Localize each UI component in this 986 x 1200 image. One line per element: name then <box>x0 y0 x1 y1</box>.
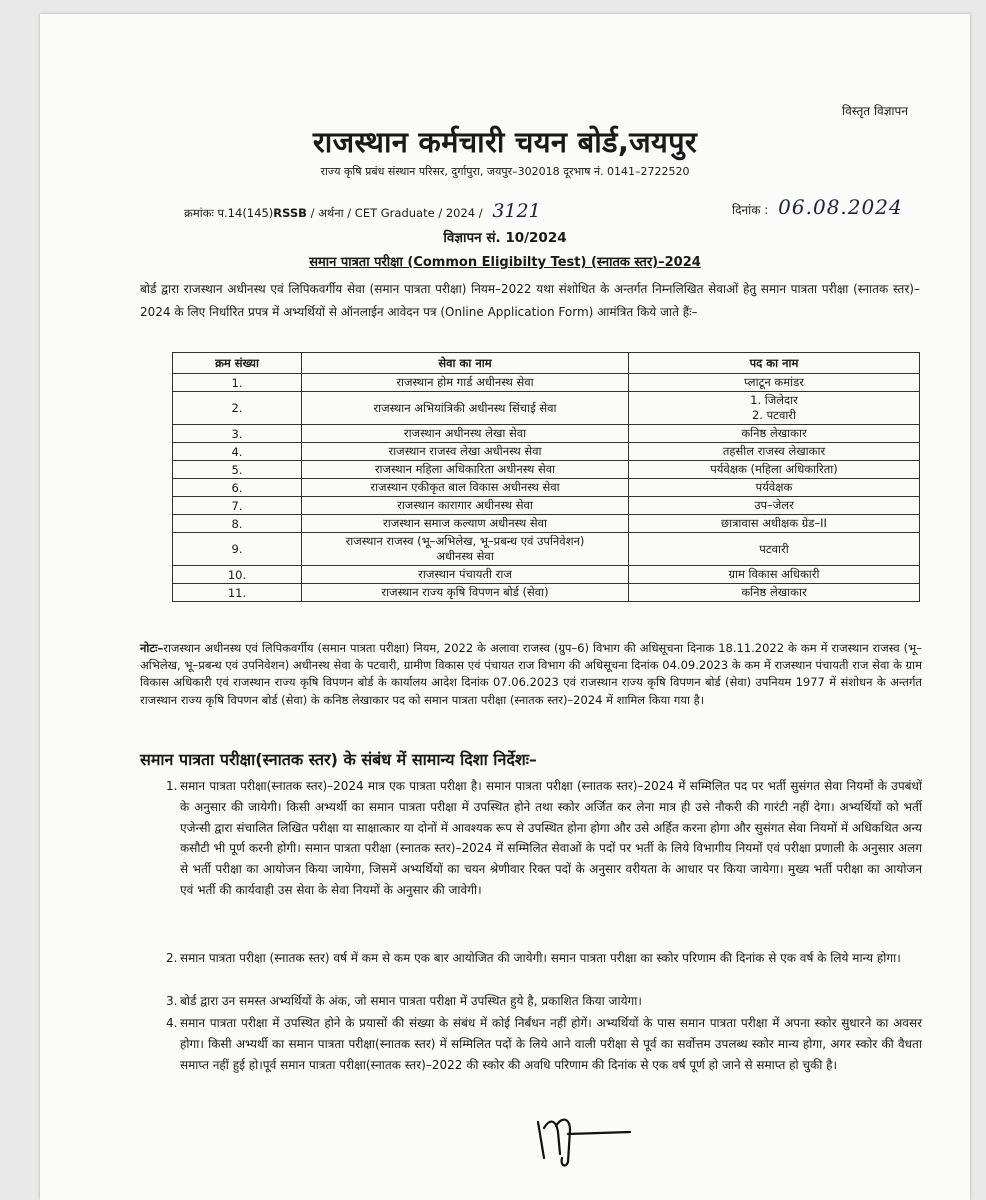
guideline-number: 1. <box>166 779 178 793</box>
cell-service: राजस्थान समाज कल्याण अधीनस्थ सेवा <box>302 515 629 533</box>
cell-post: तहसील राजस्व लेखाकार <box>629 443 920 461</box>
reference-number <box>184 200 541 222</box>
cell-post: पर्यवेक्षक (महिला अधिकारिता) <box>629 461 920 479</box>
cell-service: राजस्थान अधीनस्थ लेखा सेवा <box>302 425 629 443</box>
cell-post: छात्रावास अधीक्षक ग्रेड–II <box>629 515 920 533</box>
cell-post: प्लाटून कमांडर <box>629 374 920 392</box>
header-serial: क्रम संख्या <box>173 353 302 374</box>
cell-service: राजस्थान अभियांत्रिकी अधीनस्थ सिंचाई सेवा <box>302 392 629 425</box>
table-row <box>173 515 920 533</box>
post-line: 2. पटवारी <box>751 408 796 422</box>
cell-serial: 8. <box>173 515 302 533</box>
note-text: राजस्थान अधीनस्थ एवं लिपिकवर्गीय (समान पात्रता परीक्षा) नियम, 2022 के अलावा राजस्व (ग्रुप–6) विभाग की अधिसूचना दिनाक 18.11.2022 के कम में राजस्थान राजस्व (भू–अभिलेख, भू–प्रबन्ध एवं उपनिवेशन) अधीनस्थ सेवा के पटवारी, ग्रामीण विकास एवं पंचायत राज विभाग की अधिसूचना दिनांक 04.09.2023 के कम में राजस्थान पंचायती राज सेवा के ग्राम विकास अधिकारी एवं राजस्थान राज्य कृषि विपणन बोर्ड के कार्यालय आदेश दिनांक 07.06.2023 एवं राजस्थान राज्य कृषि विपणन बोर्ड (सेवा) उपनियम 1977 में संशोधन के अन्तर्गत राजस्थान राज्य कृषि विपणन बोर्ड (सेवा) के कनिष्ठ लेखाकार पद को समान पात्रता परीक्षा (स्नातक स्तर)–2024 में शामिल किया गया है। <box>140 641 922 707</box>
date-handwritten: 06.08.2024 <box>778 195 903 219</box>
cell-service: राजस्थान होम गार्ड अधीनस्थ सेवा <box>302 374 629 392</box>
note-label: नोटः– <box>140 641 164 655</box>
cell-service: राजस्थान राज्य कृषि विपणन बोर्ड (सेवा) <box>302 584 629 602</box>
table-header-row <box>173 353 920 374</box>
cell-serial: 6. <box>173 479 302 497</box>
cell-service: राजस्थान राजस्व लेखा अधीनस्थ सेवा <box>302 443 629 461</box>
cell-serial: 9. <box>173 533 302 566</box>
advertisement-number: विज्ञापन सं. 10/2024 <box>443 230 567 246</box>
cell-service <box>302 533 629 566</box>
signature-image <box>530 1110 640 1170</box>
guideline-item <box>166 776 922 901</box>
date-label: दिनांक : <box>732 203 769 217</box>
cell-post: ग्राम विकास अधिकारी <box>629 566 920 584</box>
reference-label: क्रमांकः <box>184 206 214 220</box>
advertisement-tag: विस्तृत विज्ञापन <box>842 104 908 118</box>
reference-handwritten: 3121 <box>492 200 541 222</box>
cell-post: पटवारी <box>629 533 920 566</box>
table-row <box>173 533 920 566</box>
reference-bold: RSSB <box>273 206 307 220</box>
document-date <box>732 195 903 219</box>
guideline-text: समान पात्रता परीक्षा में उपस्थित होने के प्रयासों की संख्या के संबंध में कोई निर्बंधन नहीं होगें। अभ्यर्थियों के पास समान पात्रता परीक्षा में अपना स्कोर सुधारने का अवसर होगा। किसी अभ्यर्थी का समान पात्रता परीक्षा(स्नातक स्तर) में सम्मिलित पदों के लिये आने वाली परीक्षा से पूर्व का सर्वोत्तम उपलब्ध स्कोर मान्य होगा, अगर स्कोर की वैधता समाप्त नहीं हुई हो।पूर्व समान पात्रता परीक्षा(स्नातक स्तर)–2022 की स्कोर की अवधि परिणाम की दिनांक से एक वर्ष पूर्ण हो जाने से समाप्त हो चुकी है। <box>180 1016 922 1072</box>
cell-serial: 11. <box>173 584 302 602</box>
table-row <box>173 374 920 392</box>
cell-serial: 1. <box>173 374 302 392</box>
table-row <box>173 479 920 497</box>
note-paragraph <box>140 640 922 709</box>
intro-paragraph: बोर्ड द्वारा राजस्थान अधीनस्थ एवं लिपिकवर्गीय सेवा (समान पात्रता परीक्षा) नियम–2022 यथा संशोधित के अन्तर्गत निम्नलिखित सेवाओं हेतु समान पात्रता परीक्षा (स्नातक स्तर)–2024 के लिए निर्धारित प्रपत्र में अभ्यर्थियों से ऑनलाईन आवेदन पत्र (Online Application Form) आमंत्रित किये जाते हैंः– <box>140 282 920 319</box>
table-row <box>173 443 920 461</box>
guideline-text: समान पात्रता परीक्षा(स्नातक स्तर)–2024 मात्र एक पात्रता परीक्षा है। समान पात्रता परीक्षा (स्नातक स्तर)–2024 में सम्मिलित पद पर भर्ती सुसंगत सेवा नियमों के उपबंधों के अनुसार की जायेगी। किसी अभ्यर्थी का समान पात्रता परीक्षा में उपस्थित होने तथा स्कोर अर्जित कर लेना मात्र ही उसे नौकरी की गारंटी नहीं देगा। अभ्यर्थियों को भर्ती एजेन्सी द्वारा संचालित लिखित परीक्षा या साक्षात्कार या दोनों में आवश्यक रूप से उपस्थित होना होगा और उसे अर्हित करना होगा और सुसंगत सेवा नियमों में अधिकथित अन्य कसौटी भी पूर्ण करनी होगी। समान पात्रता परीक्षा (स्नातक स्तर)–2024 में सम्मिलित सेवाओं के पदों पर भर्ती के लिये विभागीय नियमों एवं परीक्षा प्रणाली के अनुसार अलग से भर्ती परीक्षा का आयोजन किया जायेगा, जिसमें अभ्यर्थियों का चयन श्रेणीवार रिक्त पदों के अनुसार वरीयता के आधार पर किया जायेगा। मुख्य भर्ती परीक्षा का आयोजन एवं भर्ती की कार्यवाही उस सेवा के सेवा नियमों के अनुसार की जावेगी। <box>180 779 922 897</box>
table-row <box>173 497 920 515</box>
table-row <box>173 461 920 479</box>
table-row <box>173 392 920 425</box>
cell-post: कनिष्ठ लेखाकार <box>629 425 920 443</box>
post-line: 1. जिलेदार <box>750 393 798 407</box>
cell-post <box>629 392 920 425</box>
reference-mid: / अर्थना / CET Graduate / 2024 / <box>306 206 483 220</box>
service-line: अधीनस्थ सेवा <box>436 549 494 563</box>
cell-post: उप–जेलर <box>629 497 920 515</box>
organization-address: राज्य कृषि प्रबंध संस्थान परिसर, दुर्गापुरा, जयपुर–302018 दूरभाष नं. 0141–2722520 <box>320 165 690 178</box>
guideline-text: बोर्ड द्वारा उन समस्त अभ्यर्थियों के अंक, जो समान पात्रता परीक्षा में उपस्थित हुये है, प्रकाशित किया जायेगा। <box>180 994 642 1008</box>
cell-serial: 3. <box>173 425 302 443</box>
header-post: पद का नाम <box>629 353 920 374</box>
guidelines-heading: समान पात्रता परीक्षा(स्नातक स्तर) के संबंध में सामान्य दिशा निर्देशः– <box>140 750 537 769</box>
cell-service: राजस्थान महिला अधिकारिता अधीनस्थ सेवा <box>302 461 629 479</box>
guideline-number: 2. <box>166 951 178 965</box>
guideline-item <box>166 991 922 1012</box>
reference-prefix: प.14(145) <box>217 206 274 220</box>
cell-serial: 5. <box>173 461 302 479</box>
cell-service: राजस्थान कारागार अधीनस्थ सेवा <box>302 497 629 515</box>
cell-post: कनिष्ठ लेखाकार <box>629 584 920 602</box>
cell-service: राजस्थान एकीकृत बाल विकास अधीनस्थ सेवा <box>302 479 629 497</box>
guideline-text: समान पात्रता परीक्षा (स्नातक स्तर) वर्ष में कम से कम एक बार आयोजित की जायेगी। समान पात्रता परीक्षा का स्कोर परिणाम की दिनांक से एक वर्ष के लिये मान्य होगा। <box>180 951 901 965</box>
service-line: राजस्थान राजस्व (भू–अभिलेख, भू–प्रबन्ध एवं उपनिवेशन) <box>345 534 585 548</box>
cell-serial: 4. <box>173 443 302 461</box>
cell-service: राजस्थान पंचायती राज <box>302 566 629 584</box>
cell-post: पर्यवेक्षक <box>629 479 920 497</box>
guideline-number: 3. <box>166 994 178 1008</box>
guideline-item <box>166 948 922 969</box>
table-row <box>173 425 920 443</box>
document-page <box>40 14 970 1200</box>
table-row <box>173 566 920 584</box>
services-table <box>172 352 920 602</box>
cell-serial: 2. <box>173 392 302 425</box>
table-row <box>173 584 920 602</box>
organization-title: राजस्थान कर्मचारी चयन बोर्ड,जयपुर <box>312 125 698 159</box>
advertisement-title: समान पात्रता परीक्षा (Common Eligibilty Test) (स्नातक स्तर)–2024 <box>309 255 701 270</box>
header-service: सेवा का नाम <box>302 353 629 374</box>
guideline-number: 4. <box>166 1016 178 1030</box>
guideline-item <box>166 1013 922 1075</box>
cell-serial: 10. <box>173 566 302 584</box>
cell-serial: 7. <box>173 497 302 515</box>
